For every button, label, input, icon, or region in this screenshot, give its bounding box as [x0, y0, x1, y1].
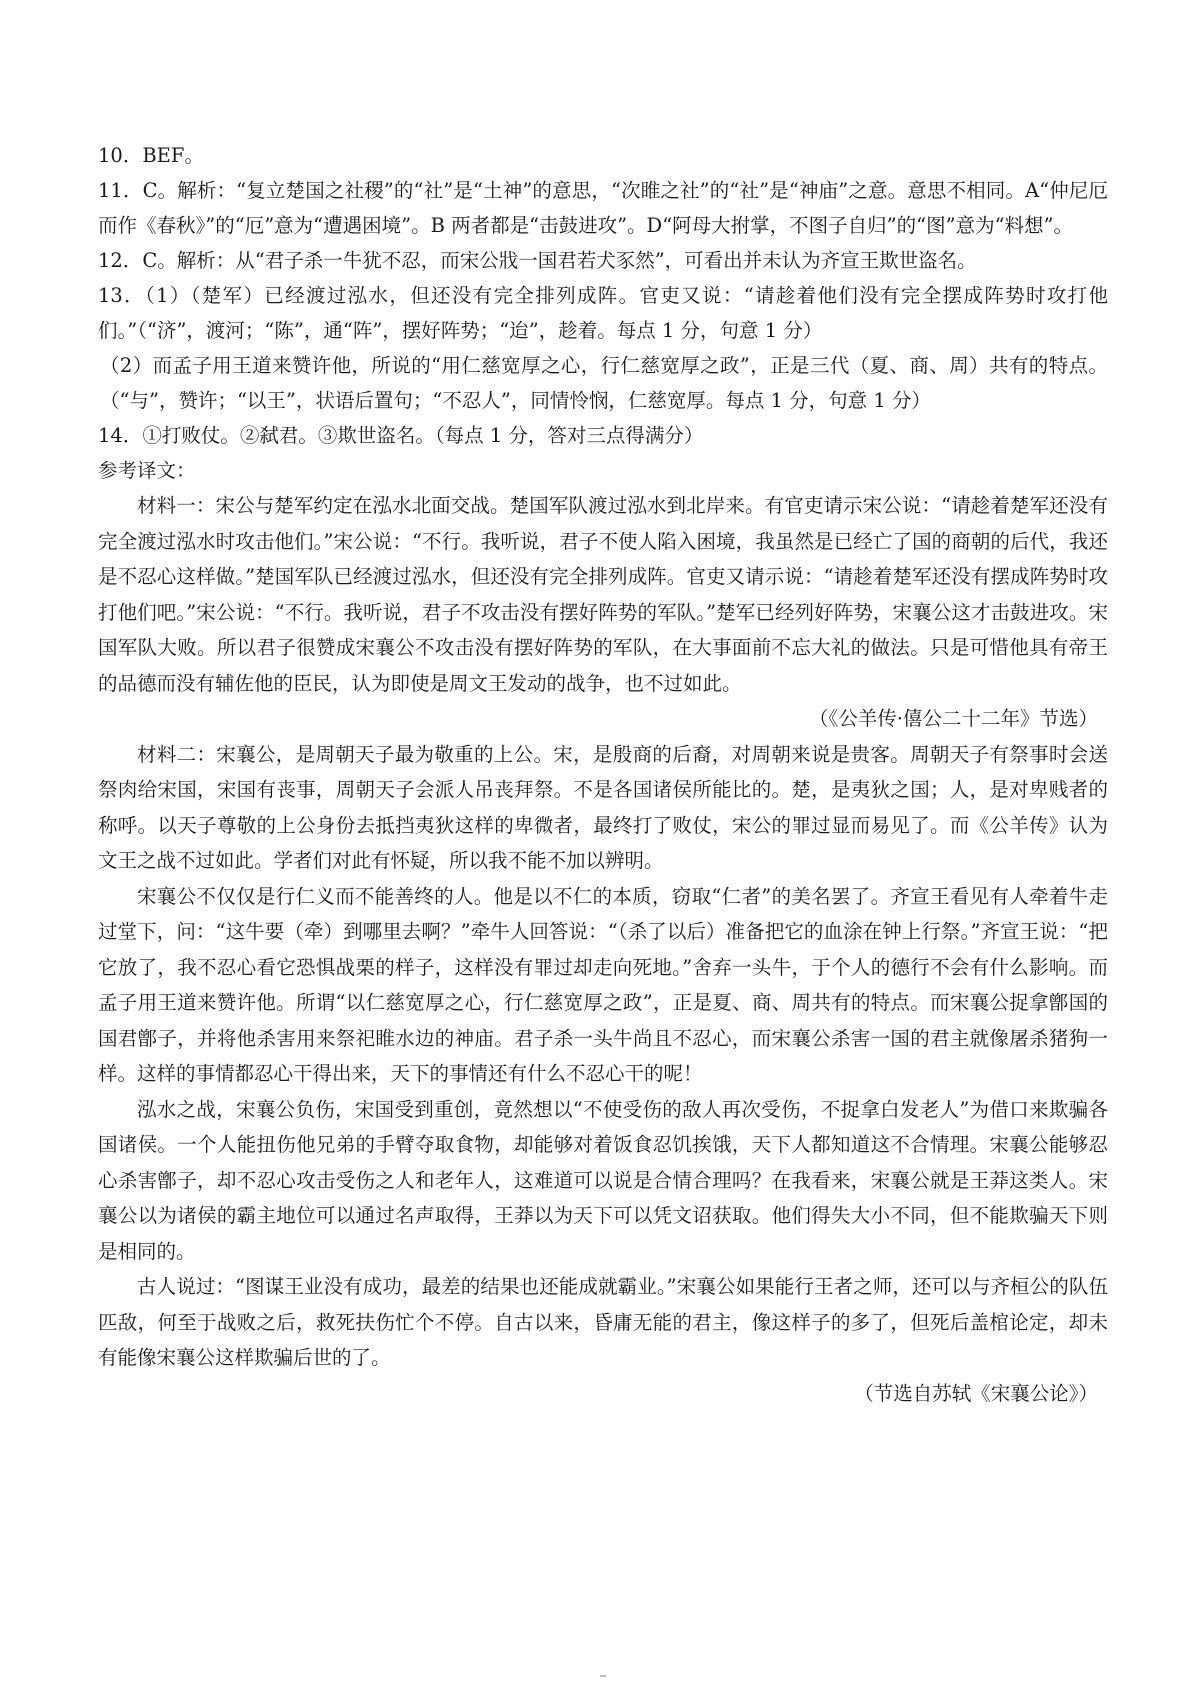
answer-12: 12．C。解析：从“君子杀一牛犹不忍，而宋公戕一国君若犬豕然”，可看出并未认为齐宣王欺世盗名。 [98, 249, 977, 272]
answer-13-part-1: 13．（1）（楚军）已经渡过泓水，但还没有完全排列成阵。官吏又说：“请趁着他们没有完全摆成阵势时攻打他们。”（“济”，渡河；“陈”，通“阵”，摆好阵势；“迨”，趁着。每点 1 分，句意 1 分） [98, 284, 1108, 342]
material-two-source: （节选自苏轼《宋襄公论》） [854, 1381, 1098, 1405]
footer-dot [600, 1675, 606, 1677]
answer-11: 11．C。解析：“复立楚国之社稷”的“社”是“土神”的意思，“次睢之社”的“社”是“神庙”之意。意思不相同。A“仲尼厄而作《春秋》”的“厄”意为“遭遇困境”。B 两者都是“击鼓进攻”。D“阿母大拊掌，不图子自归”的“图”意为“料想”。 [98, 179, 1108, 237]
translation-section [98, 488, 1108, 1411]
answer-section [98, 138, 1108, 488]
answer-14: 14．①打败仗。②弑君。③欺世盗名。（每点 1 分，答对三点得满分） [98, 424, 704, 447]
material-one-source: （《公羊传·僖公二十二年》节选） [809, 707, 1098, 730]
material-one-paragraph: 材料一：宋公与楚军约定在泓水北面交战。楚国军队渡过泓水到北岸来。有官吏请示宋公说：“请趁着楚军还没有完全渡过泓水时攻击他们。”宋公说：“不行。我听说，君子不使人陷入困境，我虽然是已经亡了国的商朝的后代，我还是不忍心这样做。”楚国军队已经渡过泓水，但还没有完全排列成阵。官吏又请示说：“请趁着楚军还没有摆成阵势时攻打他们吧。”宋公说：“不行。我听说，君子不攻击没有摆好阵势的军队。”楚军已经列好阵势，宋襄公这才击鼓进攻。宋国军队大败。所以君子很赞成宋襄公不攻击没有摆好阵势的军队，在大事面前不忘大礼的做法。只是可惜他具有帝王的品德而没有辅佐他的臣民，认为即使是周文王发动的战争，也不过如此。 [98, 494, 1108, 695]
material-two-paragraph: 材料二：宋襄公，是周朝天子最为敬重的上公。宋，是殷商的后裔，对周朝来说是贵客。周朝天子有祭事时会送祭肉给宋国，宋国有丧事，周朝天子会派人吊丧拜祭。不是各国诸侯所能比的。楚，是夷狄之国；人，是对卑贱者的称呼。以天子尊敬的上公身份去抵挡夷狄这样的卑微者，最终打了败仗，宋公的罪过显而易见了。而《公羊传》认为文王之战不过如此。学者们对此有怀疑，所以我不能不加以辨明。 [98, 742, 1108, 872]
answer-13-part-2: （2）而孟子用王道来赞许他，所说的“用仁慈宽厚之心，行仁慈宽厚之政”，正是三代（夏、商、周）共有的特点。（“与”，赞许；“以王”，状语后置句；“不忍人”，同情怜悯，仁慈宽厚。每点 1 分，句意 1 分） [100, 354, 1108, 412]
answer-10: 10．BEF。 [98, 144, 204, 167]
material-two-paragraph-3: 泓水之战，宋襄公负伤，宋国受到重创，竟然想以“不使受伤的敌人再次受伤，不捉拿白发老人”为借口来欺骗各国诸侯。一个人能扭伤他兄弟的手臂夺取食物，却能够对着饭食忍饥挨饿，天下人都知道这不合情理。宋襄公能够忍心杀害鄫子，却不忍心攻击受伤之人和老年人，这难道可以说是合情合理吗？在我看来，宋襄公就是王莽这类人。宋襄公以为诸侯的霸主地位可以通过名声取得，王莽以为天下可以凭文诏获取。他们得失大小不同，但不能欺骗天下则是相同的。 [98, 1097, 1108, 1263]
material-two-paragraph-4: 古人说过：“图谋王业没有成功，最差的结果也还能成就霸业。”宋襄公如果能行王者之师，还可以与齐桓公的队伍匹敌，何至于战败之后，救死扶伤忙个不停。自古以来，昏庸无能的君主，像这样子的多了，但死后盖棺论定，却未有能像宋襄公这样欺骗后世的了。 [98, 1275, 1108, 1369]
material-two-paragraph-2: 宋襄公不仅仅是行仁义而不能善终的人。他是以不仁的本质，窃取“仁者”的美名罢了。齐宣王看见有人牵着牛走过堂下，问：“这牛要（牵）到哪里去啊？”牵牛人回答说：“（杀了以后）准备把它的血涂在钟上行祭。”齐宣王说：“把它放了，我不忍心看它恐惧战栗的样子，这样没有罪过却走向死地。”舍弃一头牛，于个人的德行不会有什么影响。而孟子用王道来赞许他。所谓“以仁慈宽厚之心，行仁慈宽厚之政”，正是夏、商、周共有的特点。而宋襄公捉拿鄫国的国君鄫子，并将他杀害用来祭祀睢水边的神庙。君子杀一头牛尚且不忍心，而宋襄公杀害一国的君主就像屠杀猪狗一样。这样的事情都忍心干得出来，天下的事情还有什么不忍心干的呢！ [98, 884, 1108, 1085]
translation-label: 参考译文： [98, 459, 196, 482]
